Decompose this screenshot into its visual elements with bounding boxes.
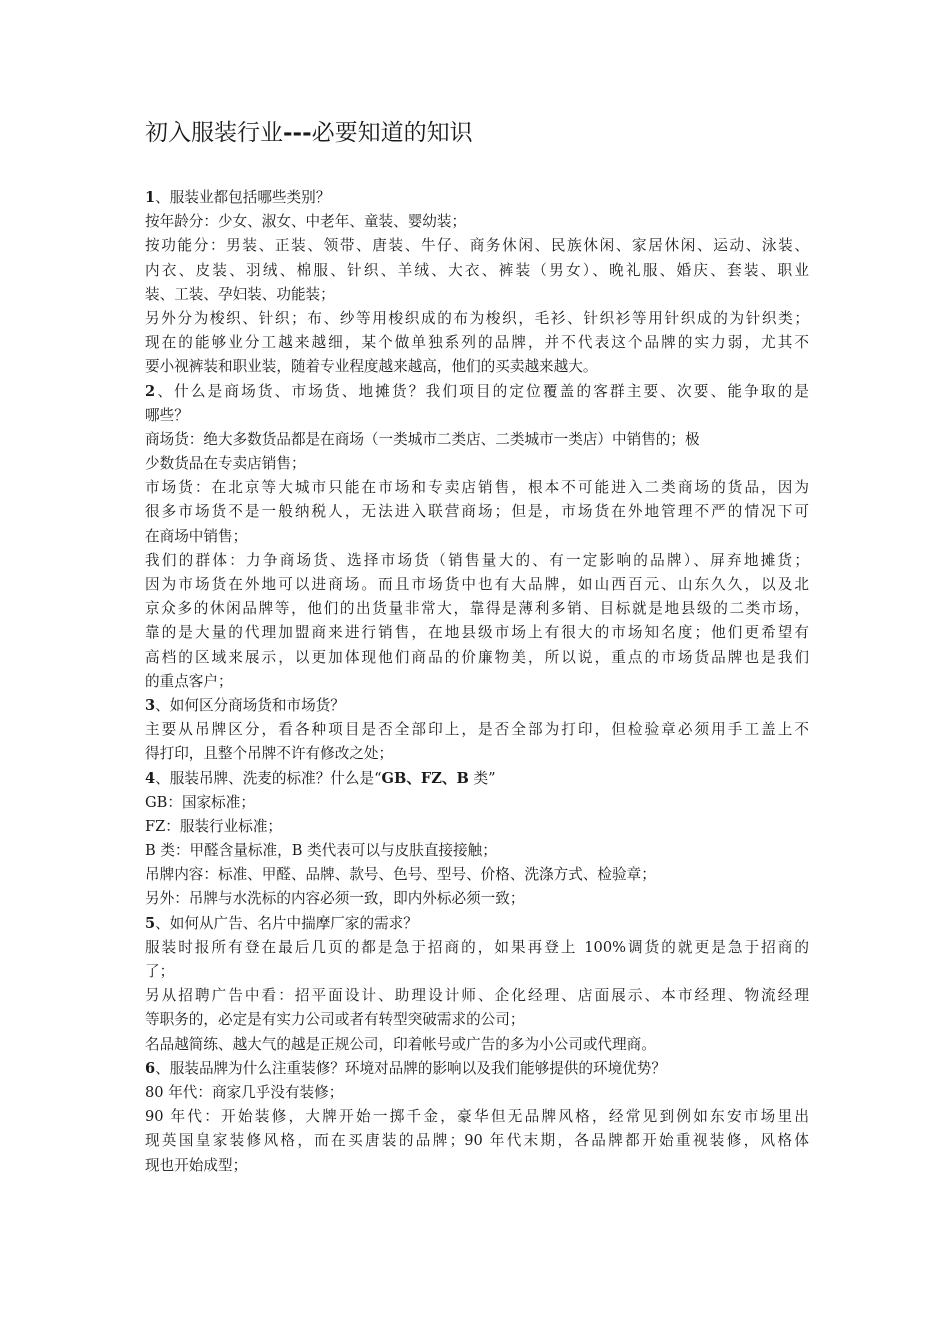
line-text: 按年龄分：少女、淑女、中老年、童装、婴幼装； — [145, 213, 467, 231]
text-line — [145, 887, 809, 911]
section-number: 1 — [145, 189, 156, 206]
section-heading-line — [145, 694, 809, 718]
text-line — [145, 549, 809, 573]
line-text: 我们的群体：力争商场货、选择市场货（销售量大的、有一定影响的品牌）、屏弃地摊货； — [145, 551, 809, 569]
line-text: 少数货品在专卖店销售； — [145, 455, 306, 473]
line-text: 商场货：绝大多数货品都是在商场（一类城市二类店、二类城市一类店）中销售的；极 — [145, 430, 700, 448]
line-text: 、服装吊牌、洗麦的标准？什么是“ — [155, 769, 382, 787]
section-number: 5 — [145, 914, 156, 932]
text-line — [145, 331, 809, 355]
line-text: 的重点客户； — [145, 672, 233, 690]
document-body — [145, 186, 809, 1178]
section-heading-line — [145, 767, 809, 791]
text-line — [145, 428, 809, 452]
text-line — [145, 500, 809, 524]
text-line — [145, 936, 809, 960]
line-tail: 类” — [468, 769, 496, 787]
text-line — [145, 452, 809, 476]
text-line — [145, 621, 809, 645]
line-text: 等职务的，必定是有实力公司或者有转型突破需求的公司； — [145, 1011, 525, 1029]
text-line — [145, 815, 809, 839]
section-number: 3 — [145, 696, 156, 714]
line-text: 因为市场货在外地可以进商场。而且市场货中也有大品牌，如山西百元、山东久久，以及北 — [145, 576, 809, 593]
text-line — [145, 839, 809, 863]
line-text: 装、工装、孕妇装、功能装； — [145, 285, 335, 303]
text-line — [145, 718, 809, 742]
text-line — [145, 573, 809, 597]
text-line — [145, 404, 809, 428]
line-text: 很多市场货不是一般纳税人，无法进入联营商场；但是，市场货在外地管理不严的情况下可 — [145, 503, 809, 521]
section-heading-line — [145, 380, 809, 404]
line-text: 京众多的休闲品牌等，他们的出货量非常大，靠得是薄利多销、目标就是地县级的二类市场， — [145, 600, 809, 618]
line-text: 另外分为梭织、针织；布、纱等用梭织成的布为梭织，毛衫、针织衫等用针织成的为针织类； — [145, 309, 809, 327]
section-heading-line — [145, 1057, 809, 1081]
line-text: 吊牌内容：标准、甲醛、品牌、款号、色号、型号、价格、洗涤方式、检验章； — [145, 866, 656, 884]
text-line — [145, 1154, 809, 1178]
line-text: FZ：服装行业标准； — [145, 817, 283, 835]
line-text: 在商场中销售； — [145, 527, 248, 545]
line-text: B 类：甲醛含量标准，B 类代表可以与皮肤直接接触； — [145, 842, 497, 860]
section-heading-line — [145, 186, 809, 210]
text-line — [145, 1081, 809, 1105]
line-text: 市场货：在北京等大城市只能在市场和专卖店销售，根本不可能进入二类商场的货品，因为 — [145, 479, 809, 497]
line-text: 、服装业都包括哪些类别？ — [155, 189, 331, 206]
line-text: 现也开始成型； — [145, 1156, 248, 1174]
section-number: 6 — [145, 1059, 156, 1077]
line-text: 、服装品牌为什么注重装修？环境对品牌的影响以及我们能够提供的环境优势？ — [155, 1059, 666, 1077]
text-line — [145, 355, 809, 379]
line-text: 要小视裤装和职业装，随着专业程度越来越高，他们的买卖越来越大。 — [145, 358, 598, 376]
text-line — [145, 1033, 809, 1057]
text-line — [145, 742, 809, 766]
line-text: GB：国家标准； — [145, 793, 255, 811]
text-line — [145, 1105, 809, 1129]
text-line — [145, 1008, 809, 1032]
text-line — [145, 525, 809, 549]
line-text: 另外：吊牌与水洗标的内容必须一致，即内外标必须一致； — [145, 890, 525, 908]
text-line — [145, 283, 809, 307]
text-line — [145, 670, 809, 694]
text-line — [145, 1129, 809, 1153]
line-text: 按功能分：男装、正装、领带、唐装、牛仔、商务休闲、民族休闲、家居休闲、运动、泳装、 — [145, 237, 809, 255]
line-text: 哪些？ — [145, 406, 189, 424]
line-text: 、什么是商场货、市场货、地摊货？我们项目的定位覆盖的客群主要、次要、能争取的是 — [155, 382, 809, 400]
section-number: 4 — [145, 769, 156, 787]
section-number: 2 — [145, 382, 156, 400]
document-title — [145, 116, 473, 150]
line-text: 、如何从广告、名片中揣摩厂家的需求？ — [155, 914, 418, 932]
text-line — [145, 791, 809, 815]
text-line — [145, 476, 809, 500]
text-line — [145, 960, 809, 984]
section-heading-line — [145, 912, 809, 936]
line-text: 靠的是大量的代理加盟商来进行销售，在地县级市场上有很大的市场知名度；他们更希望有 — [145, 624, 809, 642]
text-line — [145, 984, 809, 1008]
text-line — [145, 597, 809, 621]
line-text: 了； — [145, 963, 175, 980]
line-text: 名品越简练、越大气的越是正规公司，印着帐号或广告的多为小公司或代理商。 — [145, 1035, 656, 1053]
text-line — [145, 646, 809, 670]
bold-standard-codes: GB、FZ、B — [381, 769, 469, 787]
line-text: 现英国皇家装修风格，而在买唐装的品牌；90 年代末期，各品牌都开始重视装修，风格体 — [145, 1132, 809, 1150]
text-line — [145, 863, 809, 887]
line-text: 主要从吊牌区分，看各种项目是否全部印上，是否全部为打印，但检验章必须用手工盖上不 — [145, 721, 809, 739]
line-text: 另从招聘广告中看：招平面设计、助理设计师、企化经理、店面展示、本市经理、物流经理 — [145, 987, 809, 1005]
title-part2: --- — [283, 119, 312, 146]
line-text: 80 年代：商家几乎没有装修； — [145, 1083, 344, 1101]
text-line — [145, 210, 809, 234]
line-text: 内衣、皮装、羽绒、棉服、针织、羊绒、大衣、裤装（男女）、晚礼服、婚庆、套装、职业 — [145, 261, 809, 279]
line-text: 现在的能够业分工越来越细，某个做单独系列的品牌，并不代表这个品牌的实力弱，尤其不 — [145, 334, 809, 352]
line-text: 高档的区域来展示，以更加体现他们商品的价廉物美，所以说，重点的市场货品牌也是我们 — [145, 648, 809, 666]
line-text: 、如何区分商场货和市场货？ — [155, 696, 345, 714]
title-part1: 初入服装行业 — [145, 120, 283, 146]
text-line — [145, 234, 809, 258]
title-part3: 必要知道的知识 — [311, 120, 473, 146]
text-line — [145, 259, 809, 283]
line-text: 得打印，且整个吊牌不许有修改之处； — [145, 745, 394, 763]
text-line — [145, 307, 809, 331]
line-text: 90 年代：开始装修，大牌开始一掷千金，豪华但无品牌风格，经常见到例如东安市场里出 — [145, 1108, 809, 1126]
line-text: 服装时报所有登在最后几页的都是急于招商的，如果再登上 100%调货的就更是急于招商的 — [145, 938, 809, 956]
